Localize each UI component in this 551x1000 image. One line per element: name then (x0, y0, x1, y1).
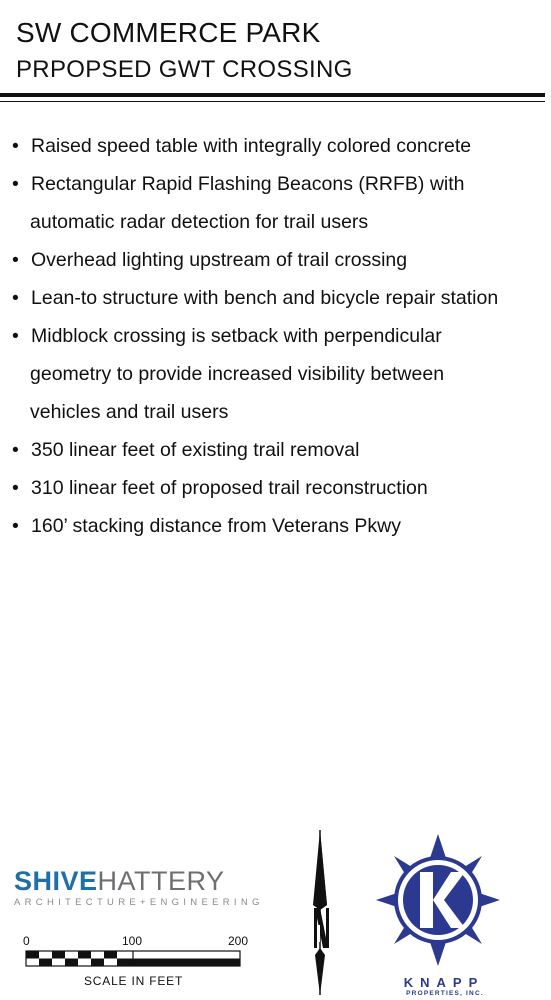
shive-hattery-word-part2: HATTERY (97, 866, 225, 896)
scale-bar (20, 930, 250, 990)
bullet-item (0, 431, 545, 469)
header-rule-thin (0, 101, 545, 102)
scale-label-0: 0 (23, 934, 30, 948)
bullet-dot: • (12, 173, 19, 195)
bullet-dot: • (12, 439, 19, 461)
bullet-text-line: Overhead lighting upstream of trail crossing (31, 249, 408, 271)
shive-hattery-logo (14, 866, 264, 908)
bullet-dot: • (12, 477, 19, 499)
bullet-text-line: Lean-to structure with bench and bicycle repair station (31, 287, 499, 309)
bullet-text-line: 310 linear feet of proposed trail reconstruction (31, 477, 428, 499)
bullet-dot: • (12, 515, 19, 537)
knapp-name: KNAPP (403, 975, 485, 990)
scale-caption: SCALE IN FEET (84, 974, 184, 988)
bullet-item (0, 279, 545, 317)
bullet-item (0, 507, 545, 545)
bullet-text-line: Rectangular Rapid Flashing Beacons (RRFB) with (31, 173, 465, 195)
bullet-text-line: vehicles and trail users (30, 401, 229, 423)
feature-bullet-list (0, 127, 545, 545)
knapp-subtitle: PROPERTIES, INC. (406, 990, 484, 997)
bullet-dot: • (12, 249, 19, 271)
bullet-item (0, 469, 545, 507)
bullet-item (0, 165, 545, 241)
bullet-text-line: 160’ stacking distance from Veterans Pkwy (31, 515, 401, 537)
bullet-item (0, 241, 545, 279)
bullet-dot: • (12, 325, 19, 347)
page-subtitle: PRPOPSED GWT CROSSING (16, 56, 353, 83)
shive-hattery-wordmark (14, 866, 264, 896)
scale-label-100: 100 (122, 934, 143, 948)
header-rule-thick (0, 93, 545, 97)
page-title: SW COMMERCE PARK (16, 17, 321, 48)
bullet-dot: • (12, 135, 19, 157)
bullet-text-line: geometry to provide increased visibility between (30, 363, 445, 385)
bullet-text-line: automatic radar detection for trail users (30, 211, 369, 233)
north-arrow-icon (305, 830, 335, 995)
bullet-text-line: 350 linear feet of existing trail removal (31, 439, 360, 461)
bullet-text-line: Raised speed table with integrally colored concrete (31, 135, 472, 157)
knapp-logo (376, 834, 500, 974)
bullet-item (0, 317, 545, 431)
shive-hattery-word-part1: SHIVE (14, 866, 98, 896)
scale-label-200: 200 (228, 934, 249, 948)
bullet-item (0, 127, 545, 165)
shive-hattery-subtitle: ARCHITECTURE+ENGINEERING (14, 897, 264, 908)
bullet-dot: • (12, 287, 19, 309)
bullet-text-line: Midblock crossing is setback with perpendicular (31, 325, 442, 347)
